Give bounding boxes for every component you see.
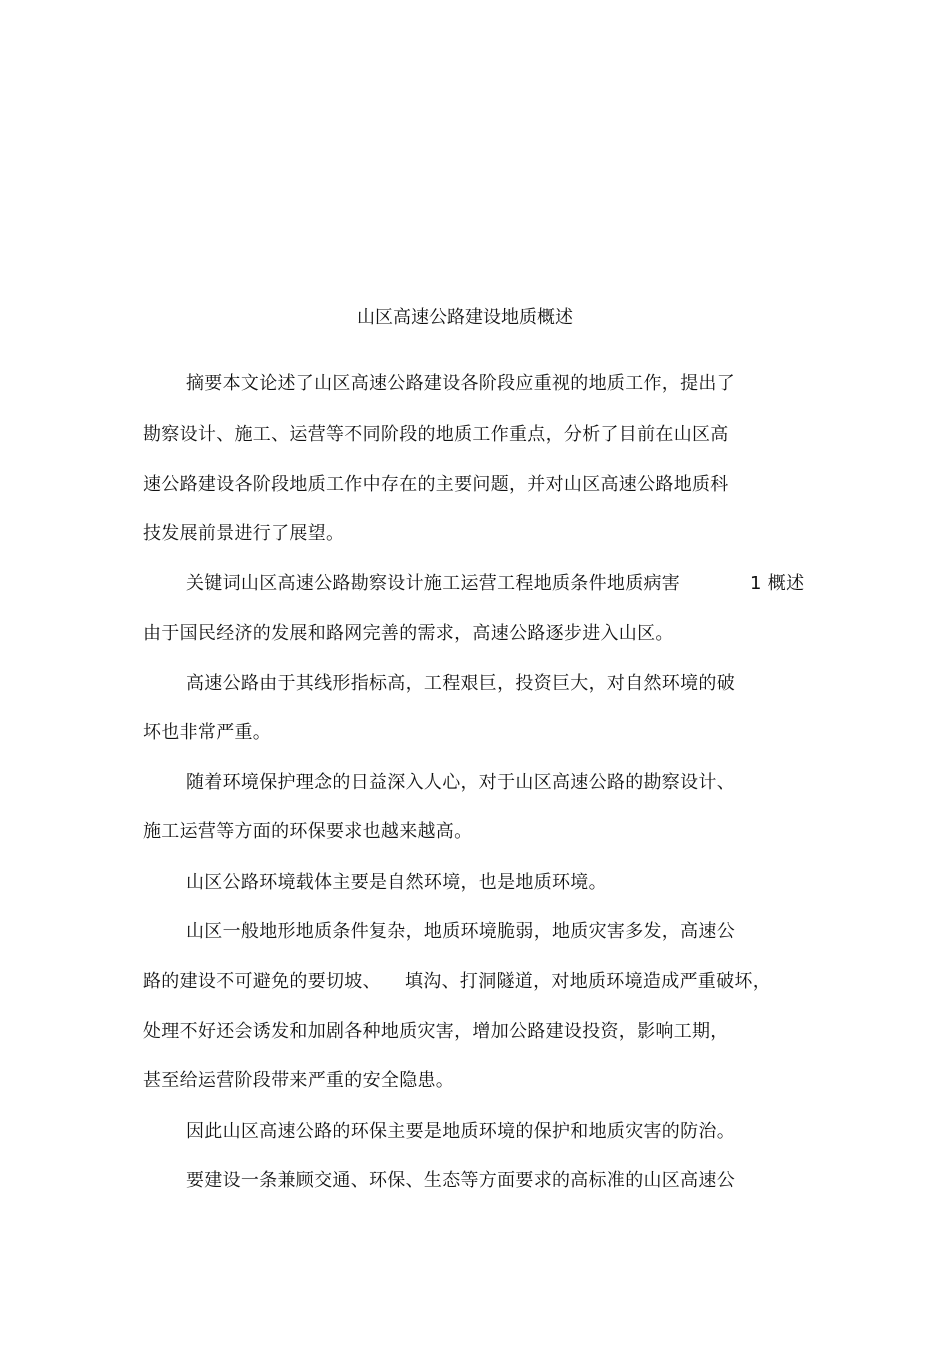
body-line: 路的建设不可避免的要切坡、 bbox=[143, 971, 381, 992]
body-line: 因此山区高速公路的环保主要是地质环境的保护和地质灾害的防治。 bbox=[186, 1121, 735, 1142]
body-line: 处理不好还会诱发和加剧各种地质灾害，增加公路建设投资，影响工期， bbox=[143, 1021, 729, 1042]
abstract-line-4: 技发展前景进行了展望。 bbox=[143, 523, 345, 544]
body-line: 高速公路由于其线形指标高，工程艰巨，投资巨大，对自然环境的破 bbox=[186, 673, 735, 694]
keywords-line: 关键词山区高速公路勘察设计施工运营工程地质条件地质病害 bbox=[186, 573, 681, 594]
abstract-line-1: 摘要本文论述了山区高速公路建设各阶段应重视的地质工作，提出了 bbox=[186, 373, 735, 394]
abstract-line-3: 速公路建设各阶段地质工作中存在的主要问题，并对山区高速公路地质科 bbox=[143, 474, 729, 495]
body-line: 坏也非常严重。 bbox=[143, 722, 272, 743]
body-line: 山区公路环境载体主要是自然环境，也是地质环境。 bbox=[186, 872, 607, 893]
body-line: 山区一般地形地质条件复杂，地质环境脆弱，地质灾害多发，高速公 bbox=[186, 921, 735, 942]
page-title: 山区高速公路建设地质概述 bbox=[357, 307, 573, 328]
body-line: 填沟、打洞隧道，对地质环境造成严重破坏， bbox=[405, 971, 771, 992]
abstract-line-2: 勘察设计、施工、运营等不同阶段的地质工作重点，分析了目前在山区高 bbox=[143, 424, 729, 445]
section-heading: 1 概述 bbox=[750, 573, 805, 594]
body-line: 施工运营等方面的环保要求也越来越高。 bbox=[143, 821, 473, 842]
body-line: 甚至给运营阶段带来严重的安全隐患。 bbox=[143, 1070, 455, 1091]
body-line: 由于国民经济的发展和路网完善的需求，高速公路逐步进入山区。 bbox=[143, 623, 674, 644]
body-line: 要建设一条兼顾交通、环保、生态等方面要求的高标准的山区高速公 bbox=[186, 1170, 735, 1191]
body-line: 随着环境保护理念的日益深入人心，对于山区高速公路的勘察设计、 bbox=[186, 772, 735, 793]
